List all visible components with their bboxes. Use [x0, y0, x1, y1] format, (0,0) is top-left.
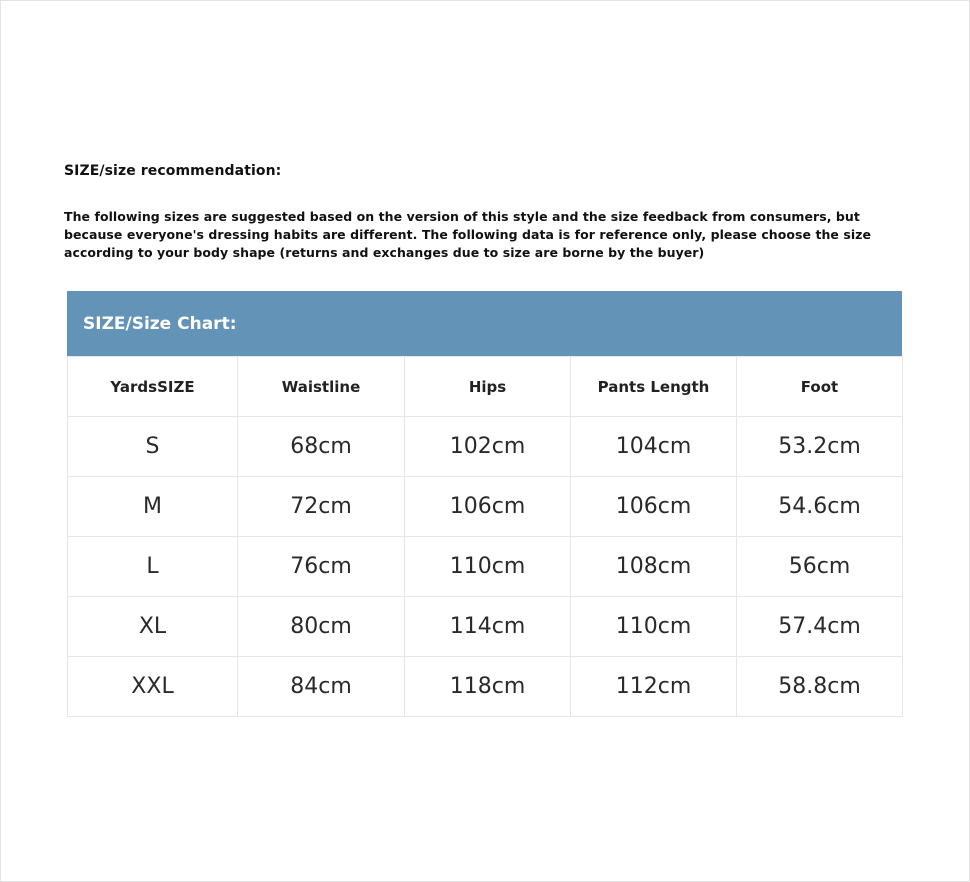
- hips-cell: 110cm: [405, 537, 571, 597]
- table-row: [68, 657, 903, 717]
- intro-line: because everyone's dressing habits are different. The following data is for reference only, please choose the size: [64, 227, 872, 242]
- intro-line: The following sizes are suggested based on the version of this style and the size feedback from consumers, but: [64, 209, 860, 224]
- size-cell: L: [68, 537, 238, 597]
- foot-cell: 53.2cm: [737, 417, 903, 477]
- intro-paragraph: [64, 208, 894, 262]
- size-cell: S: [68, 417, 238, 477]
- column-header-foot: Foot: [737, 357, 903, 417]
- foot-cell: 54.6cm: [737, 477, 903, 537]
- hips-cell: 102cm: [405, 417, 571, 477]
- pants-length-cell: 112cm: [571, 657, 737, 717]
- size-cell: XL: [68, 597, 238, 657]
- waistline-cell: 80cm: [238, 597, 405, 657]
- pants-length-cell: 110cm: [571, 597, 737, 657]
- table-row: [68, 537, 903, 597]
- column-header-waistline: Waistline: [238, 357, 405, 417]
- page-title: SIZE/size recommendation:: [64, 163, 282, 179]
- hips-cell: 114cm: [405, 597, 571, 657]
- pants-length-cell: 106cm: [571, 477, 737, 537]
- table-row: [68, 417, 903, 477]
- table-row: [68, 597, 903, 657]
- column-header-pants-length: Pants Length: [571, 357, 737, 417]
- pants-length-cell: 104cm: [571, 417, 737, 477]
- waistline-cell: 68cm: [238, 417, 405, 477]
- waistline-cell: 72cm: [238, 477, 405, 537]
- waistline-cell: 76cm: [238, 537, 405, 597]
- foot-cell: 57.4cm: [737, 597, 903, 657]
- foot-cell: 56cm: [737, 537, 903, 597]
- waistline-cell: 84cm: [238, 657, 405, 717]
- column-header-hips: Hips: [405, 357, 571, 417]
- size-chart-title: SIZE/Size Chart:: [67, 291, 902, 356]
- size-cell: XXL: [68, 657, 238, 717]
- column-header-size: YardsSIZE: [68, 357, 238, 417]
- hips-cell: 118cm: [405, 657, 571, 717]
- size-chart: [67, 291, 902, 717]
- pants-length-cell: 108cm: [571, 537, 737, 597]
- intro-line: according to your body shape (returns and exchanges due to size are borne by the buyer): [64, 245, 705, 260]
- size-table: [67, 356, 903, 717]
- table-row: [68, 477, 903, 537]
- size-cell: M: [68, 477, 238, 537]
- table-header-row: [68, 357, 903, 417]
- hips-cell: 106cm: [405, 477, 571, 537]
- foot-cell: 58.8cm: [737, 657, 903, 717]
